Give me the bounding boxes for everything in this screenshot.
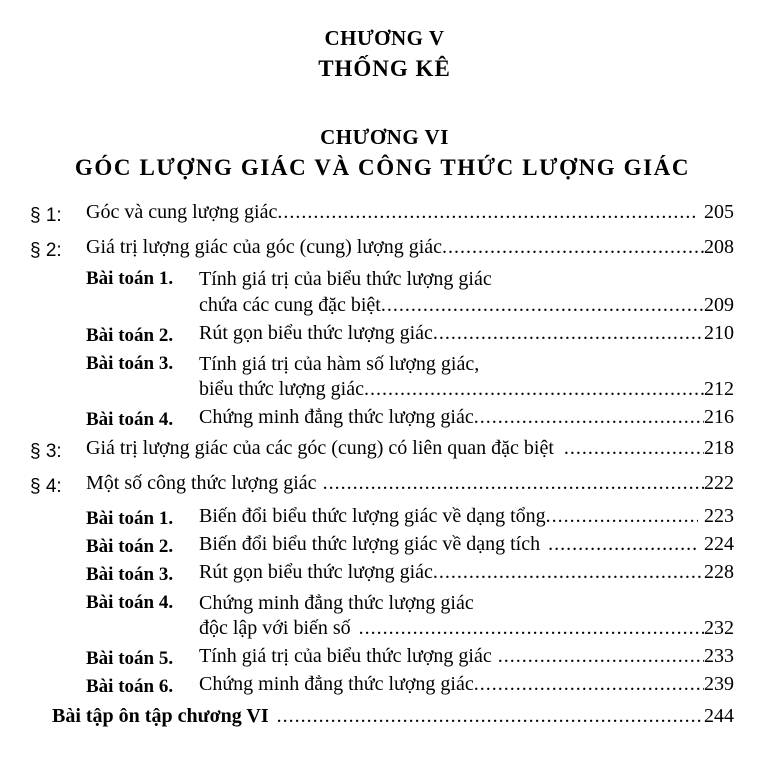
chapter-6-label: CHƯƠNG VI xyxy=(320,125,449,149)
toc-leader-dots xyxy=(359,617,704,640)
toc-leader-dots xyxy=(364,378,704,401)
toc-page-number: 224 xyxy=(704,533,734,555)
toc-problem-label: Bài toán 3. xyxy=(86,353,174,374)
toc-leader-dots xyxy=(564,437,704,460)
toc-leader-dots xyxy=(381,294,704,317)
toc-leader-dots xyxy=(433,561,704,584)
toc-entry-title-line1: Tính giá trị của hàm số lượng giác, xyxy=(199,353,480,375)
toc-problem-label: Bài toán 1. xyxy=(86,508,174,529)
toc-entry-title: biểu thức lượng giác xyxy=(199,378,364,400)
toc-entry-title: Biến đổi biểu thức lượng giác về dạng tích xyxy=(199,533,541,555)
toc-page-number: 216 xyxy=(704,406,734,428)
toc-page-number: 223 xyxy=(704,505,734,527)
toc-leader-dots xyxy=(323,472,704,495)
toc-entry-title: độc lập với biến số xyxy=(199,617,351,639)
toc-leader-dots xyxy=(548,533,696,556)
chapter-5-title: THỐNG KÊ xyxy=(318,56,451,81)
chapter-5-label: CHƯƠNG V xyxy=(324,26,445,50)
toc-entry-title: Một số công thức lượng giác xyxy=(86,472,317,494)
toc-problem-label: Bài toán 4. xyxy=(86,409,174,430)
toc-leader-dots xyxy=(474,673,704,696)
toc-entry-title: Giá trị lượng giác của các góc (cung) có liên quan đặc biệt xyxy=(86,437,554,459)
toc-leader-dots xyxy=(546,505,698,528)
toc-page-number: 233 xyxy=(704,645,734,667)
toc-problem-label: Bài toán 4. xyxy=(86,592,174,613)
toc-entry-title: Rút gọn biểu thức lượng giác xyxy=(199,561,433,583)
toc-problem-label: Bài toán 2. xyxy=(86,536,174,557)
toc-page-number: 222 xyxy=(704,472,734,494)
toc-page-number: 228 xyxy=(704,561,734,583)
toc-page-number: 232 xyxy=(704,617,734,639)
toc-problem-label: Bài toán 1. xyxy=(86,268,174,289)
toc-section-number: § 2: xyxy=(30,240,62,261)
toc-leader-dots xyxy=(498,645,704,668)
toc-leader-dots xyxy=(277,201,696,224)
toc-page-number: 210 xyxy=(704,322,734,344)
toc-entry-title: Góc và cung lượng giác xyxy=(86,201,278,223)
toc-entry-title: Biến đổi biểu thức lượng giác về dạng tổng xyxy=(199,505,546,527)
toc-page-number: 209 xyxy=(704,294,734,316)
toc-page-number: 244 xyxy=(704,705,734,727)
toc-entry-title: Chứng minh đẳng thức lượng giác xyxy=(199,673,474,695)
toc-page-number: 212 xyxy=(704,378,734,400)
toc-entry-title-line1: Tính giá trị của biểu thức lượng giác xyxy=(199,268,492,290)
toc-problem-label: Bài toán 5. xyxy=(86,648,174,669)
toc-section-number: § 1: xyxy=(30,205,62,226)
toc-problem-label: Bài toán 6. xyxy=(86,676,174,697)
toc-section-number: § 3: xyxy=(30,441,62,462)
toc-entry-title: Rút gọn biểu thức lượng giác xyxy=(199,322,433,344)
chapter-6-title: GÓC LƯỢNG GIÁC VÀ CÔNG THỨC LƯỢNG GIÁC xyxy=(74,155,691,180)
toc-leader-dots xyxy=(277,705,704,728)
toc-leader-dots xyxy=(433,322,704,345)
toc-leader-dots xyxy=(442,236,704,259)
toc-problem-label: Bài toán 3. xyxy=(86,564,174,585)
toc-page-number: 208 xyxy=(704,236,734,258)
toc-entry-title: Giá trị lượng giác của góc (cung) lượng giác xyxy=(86,236,443,258)
toc-section-number: § 4: xyxy=(30,476,62,497)
toc-entry-title: Tính giá trị của biểu thức lượng giác xyxy=(199,645,492,667)
toc-page-number: 205 xyxy=(704,201,734,223)
toc-problem-label: Bài toán 2. xyxy=(86,325,174,346)
toc-entry-title-line1: Chứng minh đẳng thức lượng giác xyxy=(199,592,474,614)
toc-leader-dots xyxy=(474,406,704,429)
toc-page-number: 239 xyxy=(704,673,734,695)
toc-entry-title: Chứng minh đẳng thức lượng giác xyxy=(199,406,474,428)
toc-entry-title: chứa các cung đặc biệt xyxy=(199,294,381,316)
toc-page-number: 218 xyxy=(704,437,734,459)
toc-entry-title: Bài tập ôn tập chương VI xyxy=(52,705,269,727)
